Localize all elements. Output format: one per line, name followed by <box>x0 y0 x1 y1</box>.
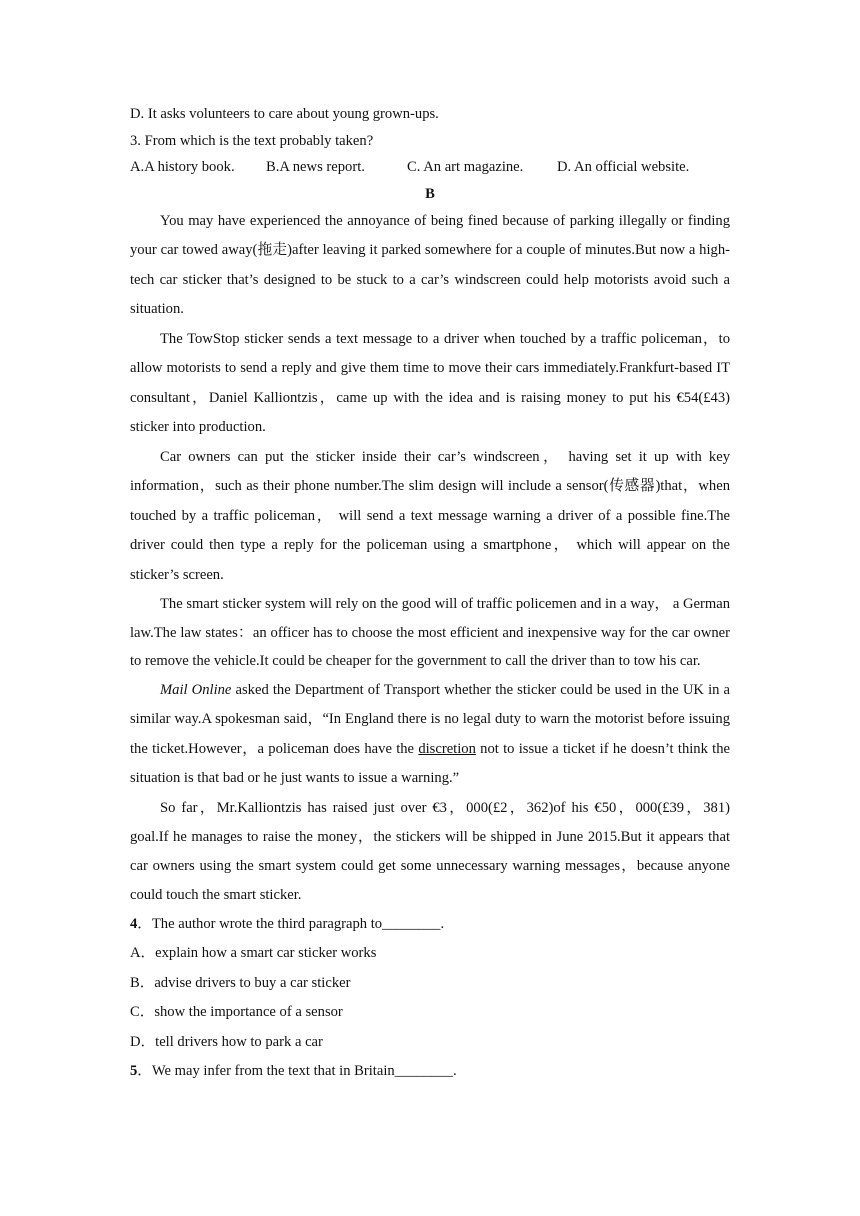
q3-option-a: A.A history book. <box>130 159 235 175</box>
question-4-stem: ．The author wrote the third paragraph to________. <box>137 915 445 932</box>
q3-option-d: D. An official website. <box>557 159 690 175</box>
q3-option-c: C. An art magazine. <box>407 159 524 175</box>
q4-option-b: B．advise drivers to buy a car sticker <box>130 974 351 991</box>
passage-paragraph-2: The TowStop sticker sends a text message to a driver when touched by a traffic policeman，to allow motorists to send a reply and give them time to move their cars immediately.Frankfurt-based IT consultant，Daniel Kalliontzis，came up with the idea and is raising money to put his €54(£43) sticker into production. <box>130 330 730 435</box>
question-5-stem: ．We may infer from the text that in Britain________. <box>137 1063 457 1080</box>
passage-paragraph-3: Car owners can put the sticker inside their car’s windscreen， having set it up with key information，such as their phone number.The slim design will include a sensor(传感器)that，when touched by a traffic policeman， will send a text message warning a driver of a possible fine.The driver could then type a reply for the policeman using a smartphone， which will appear on the sticker’s screen. <box>130 448 730 583</box>
q3-stem: 3. From which is the text probably taken? <box>130 132 374 149</box>
q4-option-a: A．explain how a smart car sticker works <box>130 945 377 962</box>
q2-option-d: D. It asks volunteers to care about young grown-ups. <box>130 106 439 122</box>
passage-paragraph-6: So far，Mr.Kalliontzis has raised just over €3，000(£2，362)of his €50，000(£39，381) goal.If he manages to raise the money，the stickers will be shipped in June 2015.But it appears that car owners using the smart system could get some unnecessary warning messages，because anyone could touch the smart sticker. <box>130 799 730 903</box>
paragraph-5-text-a: asked the Department of Transport whether the sticker could be used in the UK in a similar way.A spokesman said，“In England there is no legal duty to warn the motorist before issuing the ticket.However，a policeman does have the <box>130 681 731 757</box>
question-5 <box>130 1057 730 1087</box>
question-5-number: 5 <box>130 1063 138 1080</box>
q4-option-c: C．show the importance of a sensor <box>130 1004 343 1021</box>
q3-option-b: B.A news report. <box>266 159 365 175</box>
passage-paragraph-4: The smart sticker system will rely on the good will of traffic policemen and in a way， a German law.The law states：an officer has to choose the most efficient and inexpensive way for the car owner to remove the vehicle.It could be cheaper for the government to call the driver than to tow his car. <box>130 596 730 669</box>
underlined-word: discretion <box>418 740 476 757</box>
question-4-number: 4 <box>130 915 138 932</box>
passage-paragraph-1: You may have experienced the annoyance of being fined because of parking illegally or finding your car towed away(拖走)after leaving it parked somewhere for a couple of minutes.But now a high-tech car sticker that’s designed to be stuck to a car’s windscreen could help motorists avoid such a situation. <box>130 212 730 317</box>
q4-option-d: D．tell drivers how to park a car <box>130 1033 323 1050</box>
section-title: B <box>425 185 435 202</box>
question-4 <box>130 910 730 940</box>
publication-name: Mail Online <box>160 681 232 698</box>
q3-options <box>130 154 730 181</box>
document-page <box>130 101 730 1087</box>
passage-paragraph-5 <box>130 676 730 794</box>
paragraph-5-text-b: not to issue a ticket if he doesn’t think the situation is that bad or he just wants to issue a warning.” <box>130 740 730 786</box>
